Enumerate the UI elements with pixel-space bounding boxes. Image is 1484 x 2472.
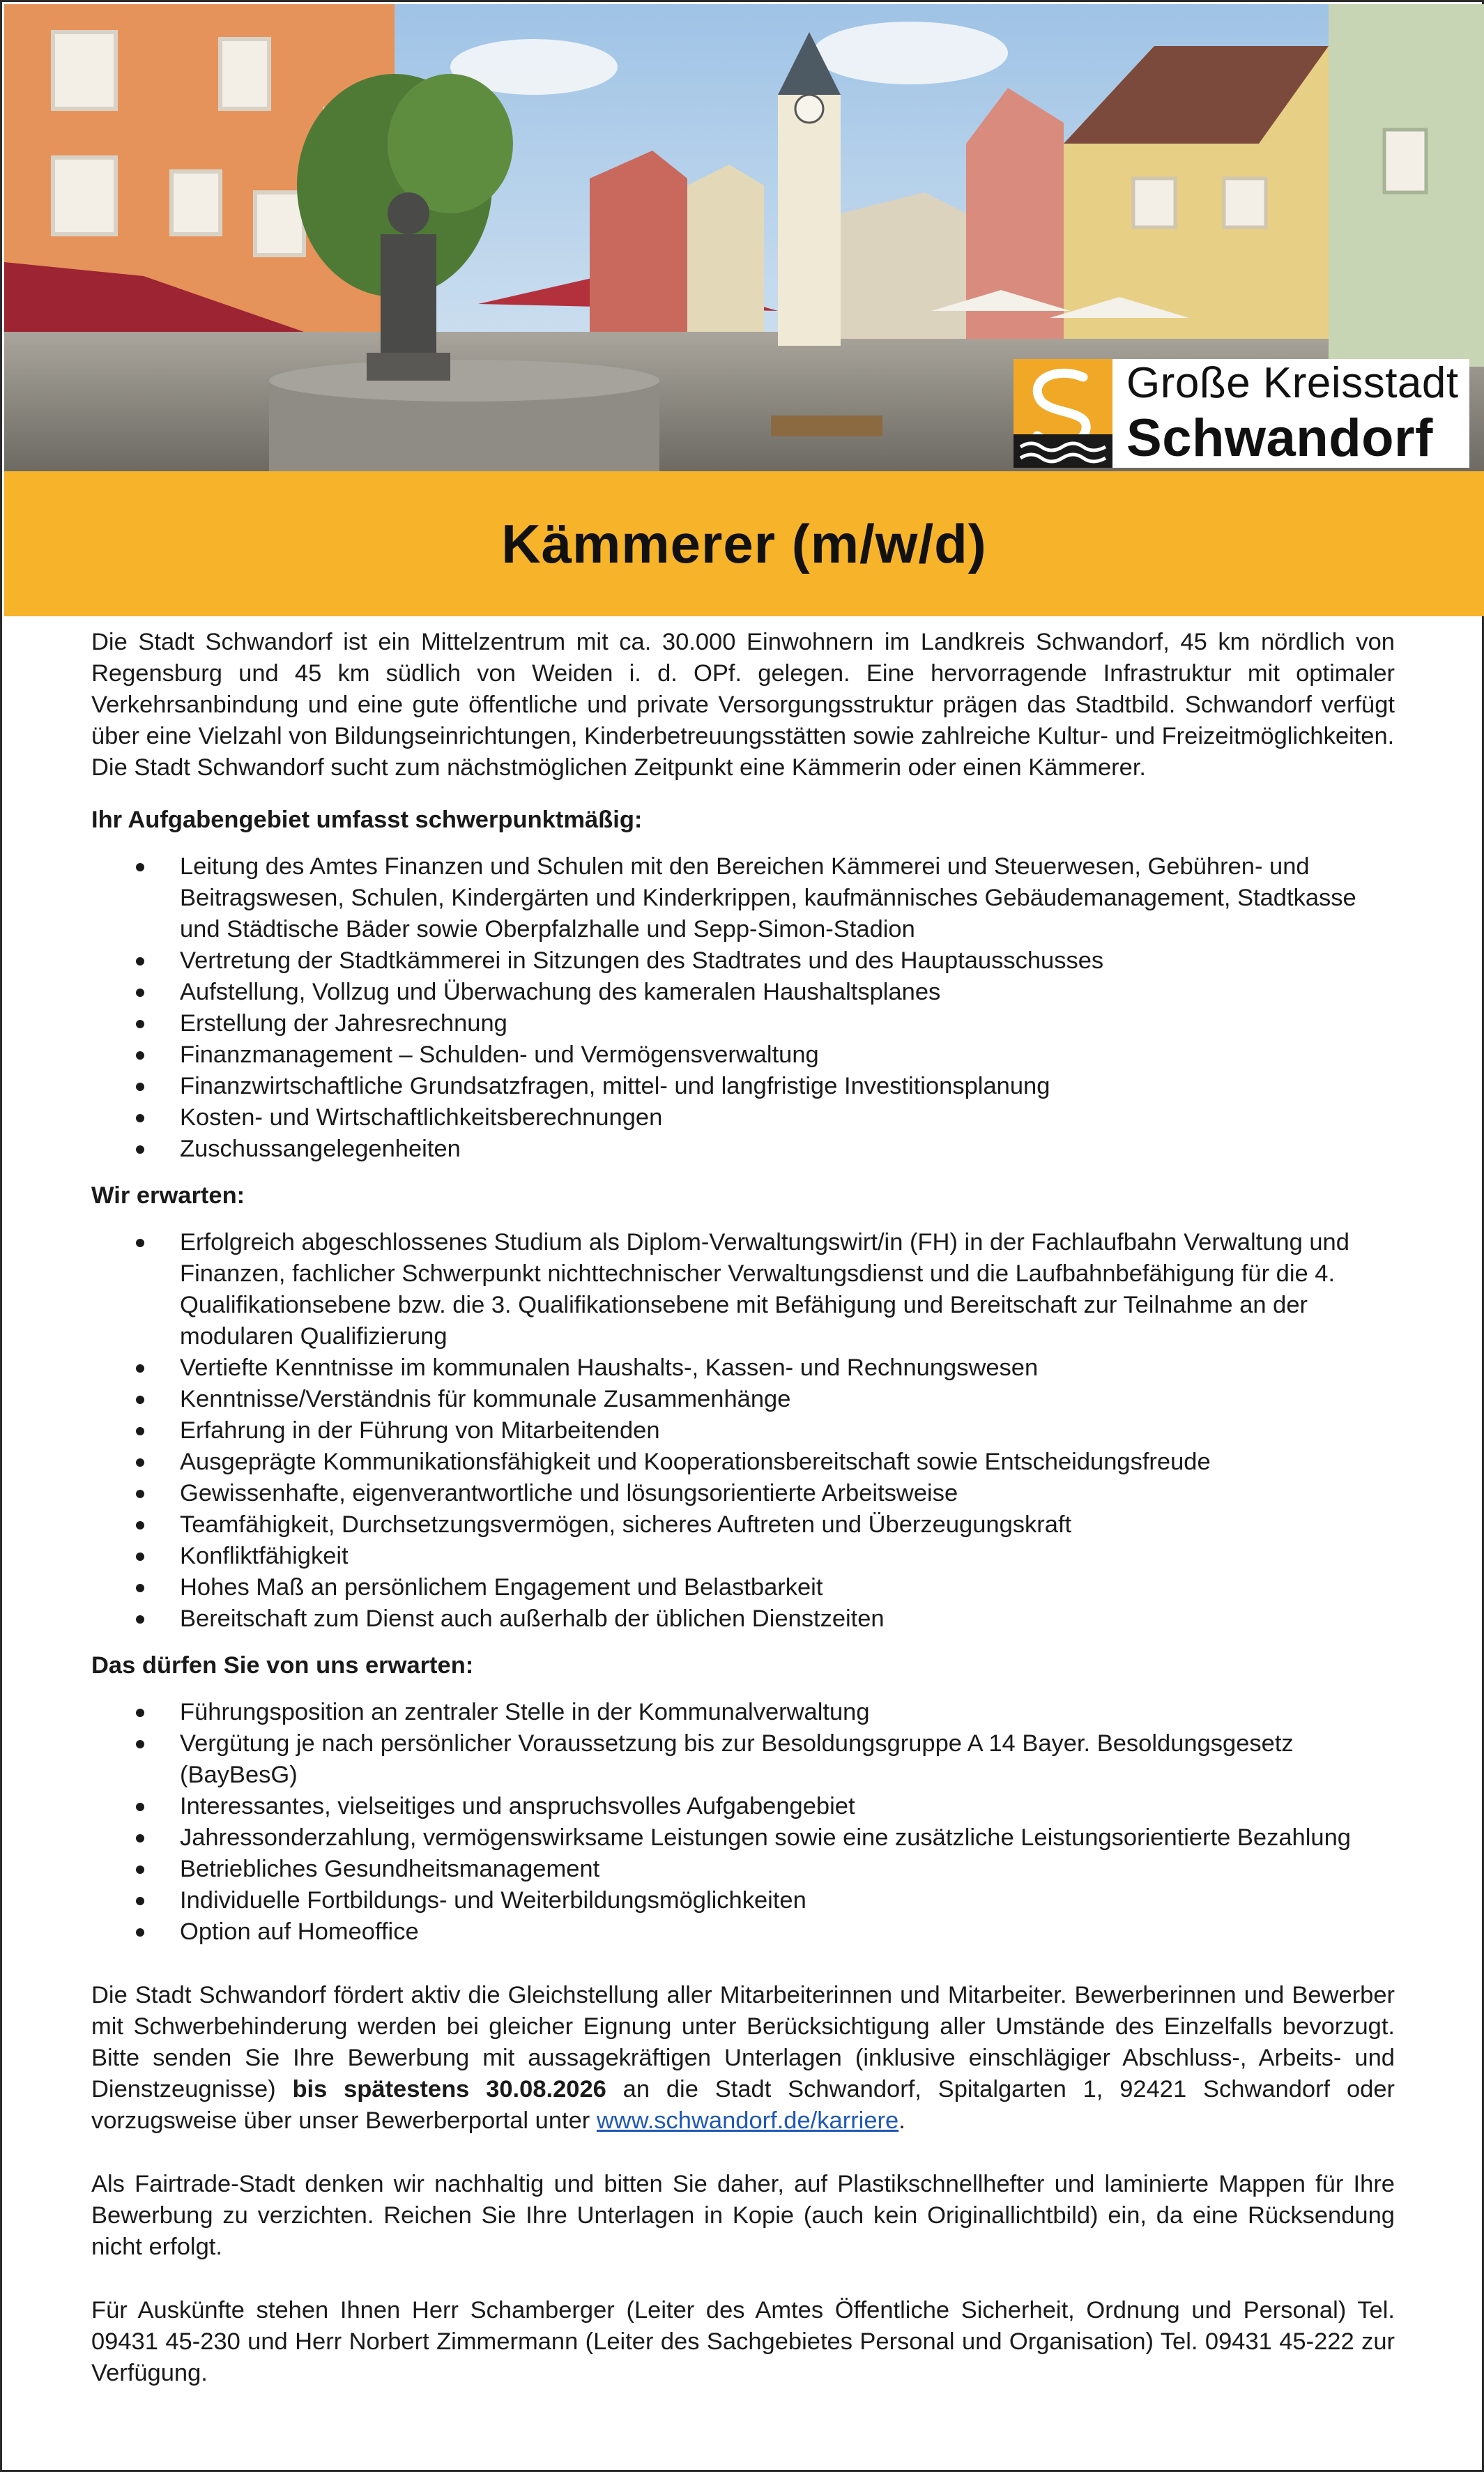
benefits-heading: Das dürfen Sie von uns erwarten: <box>91 1652 474 1679</box>
bullet-icon <box>136 1396 144 1404</box>
list-item <box>91 1822 1395 1854</box>
list-item-text: Kosten- und Wirtschaftlichkeitsberechnungen <box>180 1104 663 1131</box>
requirements-heading: Wir erwarten: <box>91 1182 245 1209</box>
bullet-icon <box>136 1928 144 1937</box>
application-text-2: an die Stadt Schwandorf, Spitalgarten 1, 92421 Schwandorf oder vorzugsweise über unser Bewerberportal unter <box>91 2076 1395 2134</box>
list-item-text: Interessantes, vielseitiges und anspruchsvolles Aufgabengebiet <box>180 1793 855 1819</box>
list-item-text: Vergütung je nach persönlicher Voraussetzung bis zur Besoldungsgruppe A 14 Bayer. Besoldungsgesetz (BayBesG) <box>180 1730 1294 1788</box>
bullet-icon <box>136 1239 144 1247</box>
application-text-1: Die Stadt Schwandorf fördert aktiv die Gleichstellung aller Mitarbeiterinnen und Mitarbeiter. Bewerberinnen und Bewerber mit Schwerbehinderung werden bei gleicher Eignung unter Berücksichtigung aller Umstände des Einzelfalls bevorzugt. Bitte senden Sie Ihre Bewerbung mit aussagekräftigen Unterlagen (inklusive einschlägiger Abschluss-, Arbeits- und Dienstzeugnisse) <box>91 1982 1395 2103</box>
list-item <box>91 1509 1395 1541</box>
list-item-text: Erstellung der Jahresrechnung <box>180 1010 507 1037</box>
bullet-icon <box>136 1145 144 1154</box>
list-item <box>91 1227 1395 1352</box>
list-item <box>91 1415 1395 1447</box>
tasks-list <box>91 851 1395 1165</box>
list-item <box>91 1728 1395 1791</box>
bullet-icon <box>136 1584 144 1592</box>
list-item <box>91 1384 1395 1415</box>
bullet-icon <box>136 1521 144 1529</box>
list-item <box>91 1478 1395 1509</box>
list-item <box>91 1791 1395 1822</box>
list-item-text: Betriebliches Gesundheitsmanagement <box>180 1856 600 1882</box>
list-item <box>91 1039 1395 1071</box>
bullet-icon <box>136 1615 144 1624</box>
bullet-icon <box>136 1427 144 1435</box>
bullet-icon <box>136 1364 144 1373</box>
bullet-icon <box>136 863 144 871</box>
list-item-text: Erfahrung in der Führung von Mitarbeitenden <box>180 1417 660 1444</box>
list-item <box>91 1885 1395 1916</box>
bullet-icon <box>136 1709 144 1717</box>
bullet-icon <box>136 989 144 997</box>
bullet-icon <box>136 1740 144 1748</box>
list-item <box>91 977 1395 1008</box>
list-item <box>91 1854 1395 1885</box>
list-item <box>91 1572 1395 1603</box>
bullet-icon <box>136 1114 144 1122</box>
benefits-list <box>91 1697 1395 1948</box>
city-logo <box>1013 359 1469 468</box>
tasks-heading: Ihr Aufgabengebiet umfasst schwerpunktmäßig: <box>91 807 643 833</box>
intro-paragraph: Die Stadt Schwandorf ist ein Mittelzentrum mit ca. 30.000 Einwohnern im Landkreis Schwandorf, 45 km nördlich von Regensburg und 45 km südlich von Weiden i. d. OPf. gelegen. Eine hervorragende Infrastruktur mit optimaler Verkehrsanbindung und eine gute öffentliche und private Versorgungsstruktur prägen das Stadtbild. Schwandorf verfügt über eine Vielzahl von Bildungseinrichtungen, Kinderbetreuungsstätten sowie zahlreiche Kultur- und Freizeitmöglichkeiten. <box>91 629 1395 749</box>
logo-line-1: Große Kreisstadt <box>1126 359 1459 407</box>
bullet-icon <box>136 1020 144 1028</box>
list-item-text: Führungsposition an zentraler Stelle in der Kommunalverwaltung <box>180 1699 870 1725</box>
list-item-text: Aufstellung, Vollzug und Überwachung des kameralen Haushaltsplanes <box>180 979 941 1005</box>
list-item-text: Vertiefte Kenntnisse im kommunalen Haushalts-, Kassen- und Rechnungswesen <box>180 1355 1039 1381</box>
list-item <box>91 1352 1395 1384</box>
list-item-text: Vertretung der Stadtkämmerei in Sitzungen des Stadtrates und des Hauptausschusses <box>180 947 1104 974</box>
logo-line-2: Schwandorf <box>1126 409 1433 468</box>
bullet-icon <box>136 1458 144 1467</box>
list-item-text: Option auf Homeoffice <box>180 1918 419 1945</box>
list-item-text: Konfliktfähigkeit <box>180 1543 349 1569</box>
list-item-text: Jahressonderzahlung, vermögenswirksame Leistungen sowie eine zusätzliche Leistungsorientierte Bezahlung <box>180 1824 1351 1851</box>
list-item <box>91 1697 1395 1728</box>
logo-wordmark <box>1112 359 1469 468</box>
bullet-icon <box>136 1866 144 1874</box>
list-item <box>91 1134 1395 1165</box>
list-item-text: Hohes Maß an persönlichem Engagement und Belastbarkeit <box>180 1574 823 1601</box>
contact-paragraph: Für Auskünfte stehen Ihnen Herr Schamberger (Leiter des Amtes Öffentliche Sicherheit, Ordnung und Personal) Tel. 09431 45-230 und Herr Norbert Zimmermann (Leiter des Sachgebietes Personal und Organisation) Tel. 09431 45-222 zur Verfügung. <box>91 2297 1395 2386</box>
list-item-text: Individuelle Fortbildungs- und Weiterbildungsmöglichkeiten <box>180 1887 806 1914</box>
bullet-icon <box>136 1051 144 1060</box>
list-item <box>91 945 1395 977</box>
list-item <box>91 1603 1395 1635</box>
bullet-icon <box>136 957 144 966</box>
list-item <box>91 1541 1395 1572</box>
list-item-text: Teamfähigkeit, Durchsetzungsvermögen, sicheres Auftreten und Überzeugungskraft <box>180 1511 1072 1538</box>
bullet-icon <box>136 1083 144 1091</box>
bullet-icon <box>136 1803 144 1811</box>
posting-body <box>91 627 1395 2389</box>
list-item-text: Bereitschaft zum Dienst auch außerhalb der üblichen Dienstzeiten <box>180 1605 885 1632</box>
list-item-text: Finanzmanagement – Schulden- und Vermögensverwaltung <box>180 1042 819 1068</box>
list-item-text: Erfolgreich abgeschlossenes Studium als Diplom-Verwaltungswirt/in (FH) in der Fachlaufbahn Verwaltung und Finanzen, fachlicher Schwerpunkt nichttechnischer Verwaltungsdienst und die Laufbahnbefähigung für die 4. Qualifikationsebene bzw. die 3. Qualifikationsebene mit Befähigung und Bereitschaft zur Teilnahme an der modularen Qualifizierung <box>180 1229 1349 1350</box>
list-item-text: Leitung des Amtes Finanzen und Schulen mit den Bereichen Kämmerei und Steuerwesen, Gebühren- und Beitragswesen, Schulen, Kindergärten und Kinderkrippen, kaufmännisches Gebäudemanagement, Stadtkasse und Städtische Bäder sowie Oberpfalzhalle und Sepp-Simon-Stadion <box>180 853 1356 943</box>
bullet-icon <box>136 1897 144 1905</box>
bullet-icon <box>136 1490 144 1498</box>
application-text-3: . <box>898 2107 905 2134</box>
title-banner <box>4 471 1484 616</box>
swan-emblem-graphic <box>1013 359 1112 468</box>
list-item-text: Finanzwirtschaftliche Grundsatzfragen, mittel- und langfristige Investitionsplanung <box>180 1073 1050 1099</box>
career-portal-link[interactable]: www.schwandorf.de/karriere <box>596 2107 899 2134</box>
list-item-text: Ausgeprägte Kommunikationsfähigkeit und Kooperationsbereitschaft sowie Entscheidungsfreude <box>180 1449 1211 1475</box>
requirements-list <box>91 1227 1395 1635</box>
list-item <box>91 1008 1395 1039</box>
list-item-text: Kenntnisse/Verständnis für kommunale Zusammenhänge <box>180 1386 791 1412</box>
list-item-text: Gewissenhafte, eigenverantwortliche und lösungsorientierte Arbeitsweise <box>180 1480 958 1506</box>
bullet-icon <box>136 1834 144 1842</box>
list-item <box>91 1071 1395 1102</box>
list-item-text: Zuschussangelegenheiten <box>180 1136 461 1162</box>
swan-emblem-icon <box>1013 359 1112 468</box>
list-item <box>91 1102 1395 1134</box>
list-item <box>91 1916 1395 1948</box>
application-paragraph <box>91 1980 1395 2137</box>
page-title: Kämmerer (m/w/d) <box>501 512 987 574</box>
list-item <box>91 1447 1395 1478</box>
intro-sentence: Die Stadt Schwandorf sucht zum nächstmöglichen Zeitpunkt eine Kämmerin oder einen Kämmerer. <box>91 754 1146 781</box>
list-item <box>91 851 1395 945</box>
application-deadline: bis spätestens 30.08.2026 <box>292 2076 606 2103</box>
fairtrade-paragraph: Als Fairtrade-Stadt denken wir nachhaltig und bitten Sie daher, auf Plastikschnellhefter und laminierte Mappen für Ihre Bewerbung zu verzichten. Reichen Sie Ihre Unterlagen in Kopie (auch kein Originallichtbild) ein, da eine Rücksendung nicht erfolgt. <box>91 2171 1395 2260</box>
bullet-icon <box>136 1552 144 1561</box>
